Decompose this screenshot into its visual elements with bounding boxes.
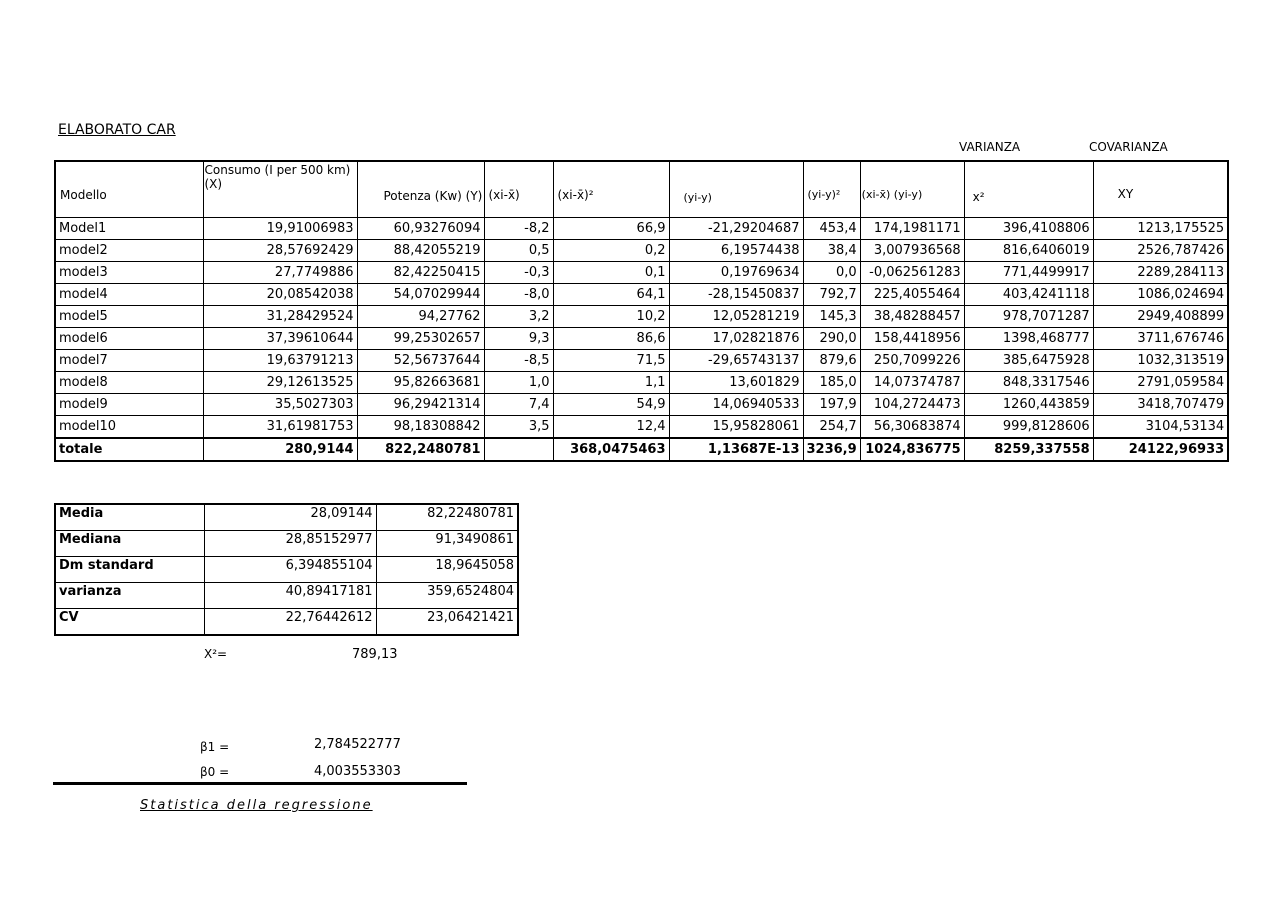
stats-value-cell: 40,89417181: [204, 583, 376, 609]
table-cell: 86,6: [553, 328, 669, 350]
document-title: ELABORATO CAR: [58, 122, 176, 138]
table-cell: 999,8128606: [964, 416, 1093, 439]
table-cell: 29,12613525: [203, 372, 357, 394]
table-cell: 88,42055219: [357, 240, 484, 262]
totals-label-cell: totale: [55, 438, 203, 461]
table-cell: 35,5027303: [203, 394, 357, 416]
model-name-cell: model2: [55, 240, 203, 262]
table-cell: 3711,676746: [1093, 328, 1228, 350]
table-cell: 158,4418956: [860, 328, 964, 350]
statistics-table: [54, 503, 519, 636]
table-cell: 66,9: [553, 218, 669, 240]
stats-value-cell: 82,22480781: [376, 504, 518, 531]
table-row: [55, 240, 1228, 262]
model-name-cell: model7: [55, 350, 203, 372]
table-row: [55, 328, 1228, 350]
table-cell: 19,91006983: [203, 218, 357, 240]
table-cell: -8,0: [484, 284, 553, 306]
table-cell: 174,1981171: [860, 218, 964, 240]
model-name-cell: model5: [55, 306, 203, 328]
totals-cell: 3236,9: [803, 438, 860, 461]
table-cell: 197,9: [803, 394, 860, 416]
totals-row: [55, 438, 1228, 461]
stats-value-cell: 6,394855104: [204, 557, 376, 583]
table-row: [55, 372, 1228, 394]
table-cell: 848,3317546: [964, 372, 1093, 394]
table-cell: -29,65743137: [669, 350, 803, 372]
stats-value-cell: 28,09144: [204, 504, 376, 531]
table-cell: 14,06940533: [669, 394, 803, 416]
table-cell: 816,6406019: [964, 240, 1093, 262]
header-consumo: Consumo (I per 500 km) (X): [203, 161, 357, 218]
totals-cell: 1024,836775: [860, 438, 964, 461]
beta0-value: 4,003553303: [314, 764, 401, 779]
table-cell: 2791,059584: [1093, 372, 1228, 394]
table-cell: 9,3: [484, 328, 553, 350]
header-product: (xi-x̄) (yi-y): [860, 161, 964, 218]
table-cell: 2949,408899: [1093, 306, 1228, 328]
table-cell: 96,29421314: [357, 394, 484, 416]
table-cell: 82,42250415: [357, 262, 484, 284]
beta0-label: β0 =: [200, 765, 230, 779]
table-row: [55, 262, 1228, 284]
table-cell: 1398,468777: [964, 328, 1093, 350]
divider-rule: [53, 782, 467, 785]
totals-cell: 280,9144: [203, 438, 357, 461]
table-cell: 185,0: [803, 372, 860, 394]
table-cell: 0,2: [553, 240, 669, 262]
table-cell: 792,7: [803, 284, 860, 306]
stats-label-cell: CV: [55, 609, 204, 636]
header-xy: XY: [1093, 161, 1228, 218]
table-cell: 104,2724473: [860, 394, 964, 416]
table-cell: 225,4055464: [860, 284, 964, 306]
table-cell: 250,7099226: [860, 350, 964, 372]
table-cell: 12,05281219: [669, 306, 803, 328]
table-cell: 0,19769634: [669, 262, 803, 284]
table-cell: 3,5: [484, 416, 553, 439]
table-cell: 10,2: [553, 306, 669, 328]
stats-value-cell: 18,9645058: [376, 557, 518, 583]
table-cell: 771,4499917: [964, 262, 1093, 284]
header-x-sq: x²: [964, 161, 1093, 218]
header-modello: Modello: [55, 161, 203, 218]
table-cell: 31,61981753: [203, 416, 357, 439]
table-cell: 64,1: [553, 284, 669, 306]
table-cell: 38,4: [803, 240, 860, 262]
table-cell: 15,95828061: [669, 416, 803, 439]
table-cell: 54,9: [553, 394, 669, 416]
table-cell: 3104,53134: [1093, 416, 1228, 439]
table-cell: -8,5: [484, 350, 553, 372]
chi-square-label: X²=: [204, 647, 228, 661]
table-cell: 38,48288457: [860, 306, 964, 328]
totals-cell: 24122,96933: [1093, 438, 1228, 461]
stats-value-cell: 22,76442612: [204, 609, 376, 636]
table-cell: 98,18308842: [357, 416, 484, 439]
table-cell: 31,28429524: [203, 306, 357, 328]
table-cell: 1032,313519: [1093, 350, 1228, 372]
totals-cell: [484, 438, 553, 461]
table-cell: 385,6475928: [964, 350, 1093, 372]
stats-row: [55, 531, 518, 557]
stats-value-cell: 23,06421421: [376, 609, 518, 636]
stats-value-cell: 91,3490861: [376, 531, 518, 557]
table-cell: 1,1: [553, 372, 669, 394]
table-row: [55, 218, 1228, 240]
table-cell: 13,601829: [669, 372, 803, 394]
header-potenza: Potenza (Kw) (Y): [357, 161, 484, 218]
stats-row: [55, 583, 518, 609]
chi-square-value: 789,13: [352, 647, 398, 662]
table-cell: 0,0: [803, 262, 860, 284]
table-cell: 54,07029944: [357, 284, 484, 306]
table-cell: 1,0: [484, 372, 553, 394]
table-cell: -28,15450837: [669, 284, 803, 306]
table-cell: 56,30683874: [860, 416, 964, 439]
table-cell: 17,02821876: [669, 328, 803, 350]
table-cell: 396,4108806: [964, 218, 1093, 240]
model-name-cell: model8: [55, 372, 203, 394]
beta1-value: 2,784522777: [314, 737, 401, 752]
table-cell: -21,29204687: [669, 218, 803, 240]
table-cell: 37,39610644: [203, 328, 357, 350]
table-cell: 0,1: [553, 262, 669, 284]
table-cell: 28,57692429: [203, 240, 357, 262]
header-xi-dev: (xi-x̄): [484, 161, 553, 218]
stats-value-cell: 359,6524804: [376, 583, 518, 609]
table-row: [55, 284, 1228, 306]
header-row: [55, 161, 1228, 218]
header-yi-dev-sq: (yi-y)²: [803, 161, 860, 218]
table-cell: 3,007936568: [860, 240, 964, 262]
totals-cell: 8259,337558: [964, 438, 1093, 461]
table-cell: -0,3: [484, 262, 553, 284]
model-name-cell: model6: [55, 328, 203, 350]
table-cell: 27,7749886: [203, 262, 357, 284]
stats-label-cell: varianza: [55, 583, 204, 609]
beta1-label: β1 =: [200, 740, 230, 754]
table-cell: 290,0: [803, 328, 860, 350]
table-cell: 254,7: [803, 416, 860, 439]
varianza-label: VARIANZA: [959, 140, 1021, 154]
table-cell: 12,4: [553, 416, 669, 439]
table-cell: -8,2: [484, 218, 553, 240]
table-cell: 1086,024694: [1093, 284, 1228, 306]
table-cell: 1260,443859: [964, 394, 1093, 416]
model-name-cell: Model1: [55, 218, 203, 240]
table-cell: 94,27762: [357, 306, 484, 328]
header-yi-dev: (yi-y): [669, 161, 803, 218]
model-name-cell: model10: [55, 416, 203, 439]
totals-cell: 1,13687E-13: [669, 438, 803, 461]
table-cell: 6,19574438: [669, 240, 803, 262]
stats-label-cell: Dm standard: [55, 557, 204, 583]
table-row: [55, 350, 1228, 372]
table-cell: 52,56737644: [357, 350, 484, 372]
table-cell: 2526,787426: [1093, 240, 1228, 262]
table-cell: 0,5: [484, 240, 553, 262]
model-name-cell: model4: [55, 284, 203, 306]
totals-cell: 822,2480781: [357, 438, 484, 461]
stats-value-cell: 28,85152977: [204, 531, 376, 557]
table-cell: 453,4: [803, 218, 860, 240]
stats-label-cell: Mediana: [55, 531, 204, 557]
table-cell: -0,062561283: [860, 262, 964, 284]
table-cell: 879,6: [803, 350, 860, 372]
header-xi-dev-sq: (xi-x̄)²: [553, 161, 669, 218]
table-cell: 3418,707479: [1093, 394, 1228, 416]
stats-label-cell: Media: [55, 504, 204, 531]
table-cell: 14,07374787: [860, 372, 964, 394]
table-cell: 403,4241118: [964, 284, 1093, 306]
table-row: [55, 416, 1228, 439]
table-cell: 1213,175525: [1093, 218, 1228, 240]
table-row: [55, 394, 1228, 416]
table-cell: 2289,284113: [1093, 262, 1228, 284]
table-cell: 19,63791213: [203, 350, 357, 372]
table-cell: 99,25302657: [357, 328, 484, 350]
covarianza-label: COVARIANZA: [1089, 140, 1168, 154]
stats-row: [55, 609, 518, 636]
table-cell: 3,2: [484, 306, 553, 328]
table-cell: 95,82663681: [357, 372, 484, 394]
table-cell: 145,3: [803, 306, 860, 328]
table-row: [55, 306, 1228, 328]
model-name-cell: model3: [55, 262, 203, 284]
table-cell: 20,08542038: [203, 284, 357, 306]
table-cell: 978,7071287: [964, 306, 1093, 328]
regression-title: Statistica della regressione: [140, 798, 373, 813]
table-cell: 60,93276094: [357, 218, 484, 240]
table-cell: 7,4: [484, 394, 553, 416]
totals-cell: 368,0475463: [553, 438, 669, 461]
model-name-cell: model9: [55, 394, 203, 416]
stats-row: [55, 557, 518, 583]
main-data-table: [54, 160, 1229, 462]
stats-row: [55, 504, 518, 531]
table-cell: 71,5: [553, 350, 669, 372]
